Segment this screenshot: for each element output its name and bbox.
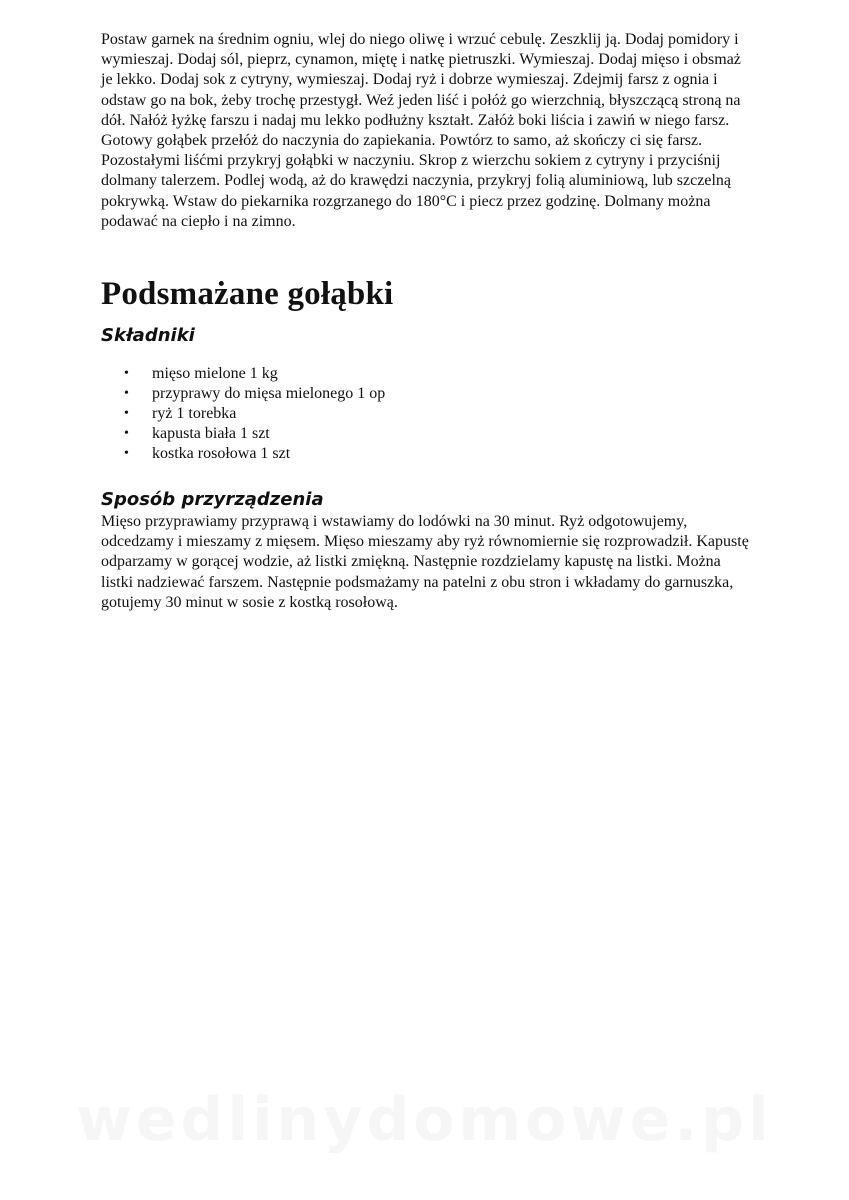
ingredients-list bbox=[101, 364, 749, 464]
method-heading: Sposób przyrządzenia bbox=[101, 489, 324, 511]
ingredient-text: kostka rosołowa 1 szt bbox=[152, 445, 291, 463]
watermark: wedlinydomowe.pl bbox=[76, 1085, 773, 1155]
ingredient-text: mięso mielone 1 kg bbox=[152, 365, 278, 383]
list-item bbox=[101, 404, 749, 424]
list-item bbox=[101, 424, 749, 444]
bullet-icon: • bbox=[124, 406, 129, 422]
intro-paragraph: Postaw garnek na średnim ogniu, wlej do niego oliwę i wrzuć cebulę. Zeszklij ją. Dodaj pomidory i wymieszaj. Dodaj sól, pieprz, cynamon, miętę i natkę pietruszki. Wymieszaj. Dodaj mięso i obsmaż je lekko. Dodaj sok z cytryny, wymieszaj. Dodaj ryż i dobrze wymieszaj. Zdejmij farsz z ognia i odstaw go na bok, żeby trochę przestygł. Weź jeden liść i połóż go wierzchnią, błyszczącą stroną na dół. Nałóż łyżkę farszu i nadaj mu lekko podłużny kształt. Załóż boki liścia i zawiń w niego farsz. Gotowy gołąbek przełóż do naczynia do zapiekania. Powtórz to samo, aż skończy ci się farsz. Pozostałymi liśćmi przykryj gołąbki w naczyniu. Skrop z wierzchu sokiem z cytryny i przyciśnij dolmany talerzem. Podlej wodą, aż do krawędzi naczynia, przykryj folią aluminiową, lub szczelną pokrywką. Wstaw do piekarnika rozgrzanego do 180°C i piecz przez godzinę. Dolmany można podawać na ciepło i na zimno. bbox=[101, 31, 741, 230]
list-item bbox=[101, 444, 749, 464]
bullet-icon: • bbox=[124, 446, 129, 462]
list-item bbox=[101, 384, 749, 404]
recipe-title: Podsmażane gołąbki bbox=[101, 276, 394, 313]
ingredient-text: kapusta biała 1 szt bbox=[152, 425, 270, 443]
bullet-icon: • bbox=[124, 426, 129, 442]
list-item bbox=[101, 364, 749, 384]
ingredients-heading: Składniki bbox=[101, 325, 195, 347]
ingredient-text: przyprawy do mięsa mielonego 1 op bbox=[152, 385, 386, 403]
ingredient-text: ryż 1 torebka bbox=[152, 405, 237, 423]
bullet-icon: • bbox=[124, 366, 129, 382]
document-page bbox=[101, 30, 749, 613]
bullet-icon: • bbox=[124, 386, 129, 402]
method-paragraph: Mięso przyprawiamy przyprawą i wstawiamy do lodówki na 30 minut. Ryż odgotowujemy, odcedzamy i mieszamy z mięsem. Mięso mieszamy aby ryż równomiernie się rozprowadził. Kapustę odparzamy w gorącej wodzie, aż listki zmiękną. Następnie rozdzielamy kapustę na listki. Można listki nadziewać farszem. Następnie podsmażamy na patelni z obu stron i wkładamy do garnuszka, gotujemy 30 minut w sosie z kostką rosołową. bbox=[101, 513, 749, 611]
